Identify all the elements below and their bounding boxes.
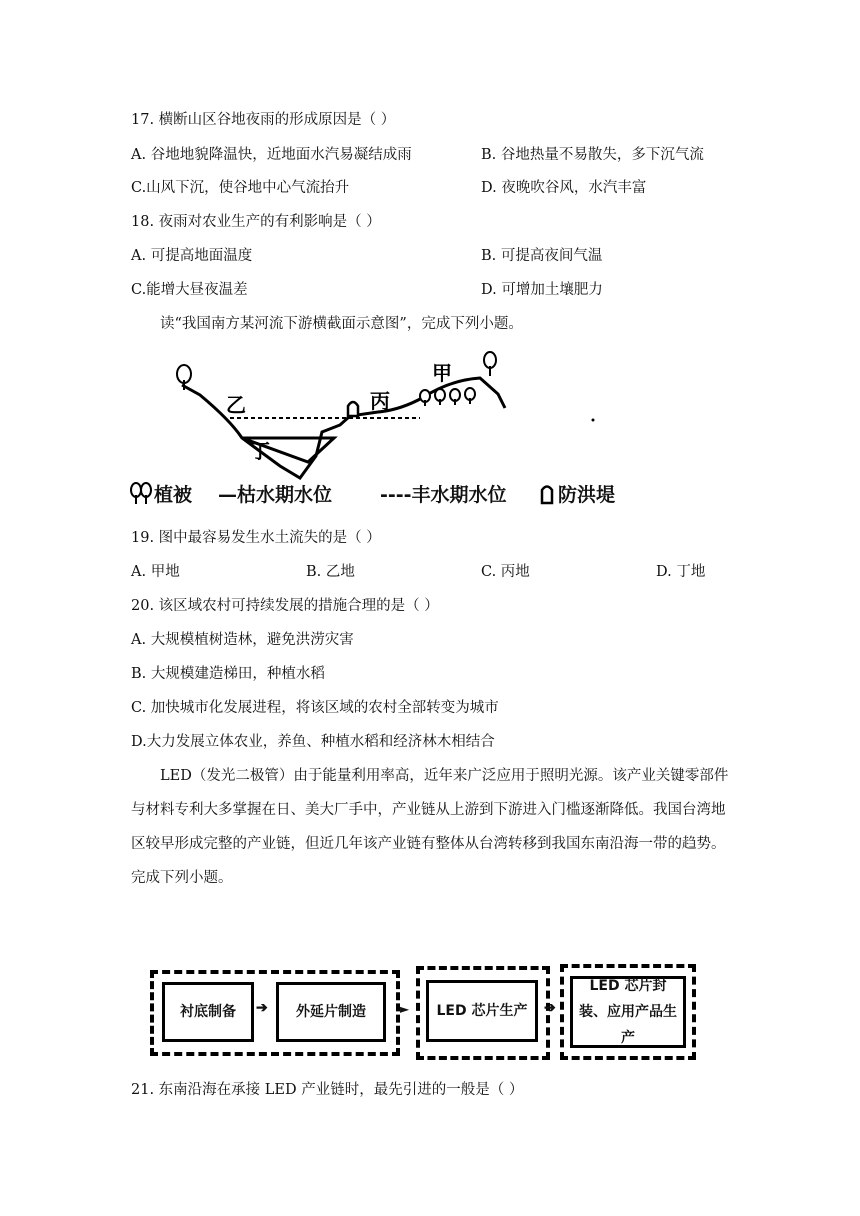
figure1-legend bbox=[130, 480, 650, 508]
label-yi: 乙 bbox=[226, 393, 246, 417]
q18-option-a: A. 可提高地面温度 bbox=[131, 248, 253, 264]
q18-option-c: C.能增大昼夜温差 bbox=[131, 282, 248, 298]
q19-option-c: C. 丙地 bbox=[481, 564, 530, 580]
flow-step-3: LED 芯片生产 bbox=[426, 980, 538, 1042]
q20-option-d: D.大力发展立体农业，养鱼、种植水稻和经济林木相结合 bbox=[131, 734, 495, 750]
levee-shape bbox=[348, 402, 358, 416]
led-flow-diagram bbox=[150, 962, 710, 1062]
label-bing: 丙 bbox=[370, 389, 390, 413]
q21-stem: 21. 东南沿海在承接 LED 产业链时，最先引进的一般是（ ） bbox=[131, 1082, 524, 1098]
arrow-right-icon: ► bbox=[400, 1002, 410, 1016]
q20-stem: 20. 该区域农村可持续发展的措施合理的是（ ） bbox=[131, 598, 439, 614]
q17-option-d: D. 夜晚吹谷风，水汽丰富 bbox=[481, 180, 647, 196]
q19-stem: 19. 图中最容易发生水土流失的是（ ） bbox=[131, 530, 381, 546]
river-cross-section-figure bbox=[160, 350, 640, 480]
figure1-intro: 读“我国南方某河流下游横截面示意图”，完成下列小题。 bbox=[160, 316, 523, 332]
q20-option-b: B. 大规模建造梯田，种植水稻 bbox=[131, 666, 325, 682]
q19-option-d: D. 丁地 bbox=[656, 564, 706, 580]
legend-levee: 防洪堤 bbox=[558, 484, 616, 506]
q20-option-a: A. 大规模植树造林，避免洪涝灾害 bbox=[131, 632, 354, 648]
legend-dry-level: —枯水期水位 bbox=[218, 484, 333, 506]
q19-option-a: A. 甲地 bbox=[131, 564, 180, 580]
q18-stem: 18. 夜雨对农业生产的有利影响是（ ） bbox=[131, 214, 381, 230]
q19-option-b: B. 乙地 bbox=[306, 564, 355, 580]
arrow-right-icon: ➔ bbox=[256, 1000, 268, 1016]
levee-legend-icon bbox=[540, 483, 554, 505]
q17-option-b: B. 谷地热量不易散失，多下沉气流 bbox=[481, 147, 704, 163]
q20-option-c: C. 加快城市化发展进程，将该区域的农村全部转变为城市 bbox=[131, 700, 499, 716]
label-jia: 甲 bbox=[432, 361, 452, 385]
flow-step-1: 衬底制备 bbox=[162, 982, 254, 1042]
flow-step-2: 外延片制造 bbox=[276, 982, 386, 1042]
flow-step-4: LED 芯片封装、应用产品生产 bbox=[570, 976, 686, 1048]
vegetation-legend-icon bbox=[130, 482, 152, 506]
arrow-right-icon: ➔ bbox=[544, 1000, 556, 1016]
q17-option-a: A. 谷地地貌降温快，近地面水汽易凝结成雨 bbox=[131, 147, 412, 163]
legend-wet-level: ----丰水期水位 bbox=[380, 484, 507, 506]
q18-option-d: D. 可增加土壤肥力 bbox=[481, 282, 603, 298]
q17-option-c: C.山风下沉，使谷地中心气流抬升 bbox=[131, 180, 350, 196]
label-ding: 丁 bbox=[250, 439, 270, 463]
led-passage: LED（发光二极管）由于能量利用率高，近年来广泛应用于照明光源。该产业关键零部件与材料专利大多掌握在日、美大厂手中，产业链从上游到下游进入门槛逐渐降低。我国台湾地区较早形成完整的产业链，但近几年该产业链有整体从台湾转移到我国东南沿海一带的趋势。完成下列小题。 bbox=[131, 768, 729, 886]
q17-stem: 17. 横断山区谷地夜雨的形成原因是（ ） bbox=[131, 112, 396, 128]
vegetation-left bbox=[177, 365, 191, 390]
legend-vegetation: 植被 bbox=[154, 484, 193, 506]
q18-option-b: B. 可提高夜间气温 bbox=[481, 248, 603, 264]
